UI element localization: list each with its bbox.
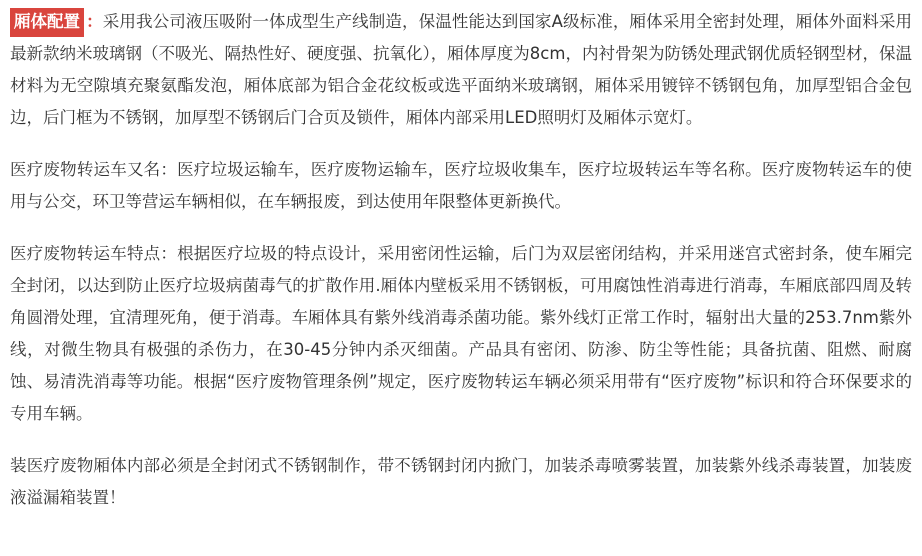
- paragraph-requirements: [10, 450, 912, 514]
- paragraph-features: [10, 238, 912, 430]
- paragraph-alias-text: 医疗废物转运车又名：医疗垃圾运输车，医疗废物运输车，医疗垃圾收集车，医疗垃圾转运车等名称。医疗废物转运车的使用与公交，环卫等营运车辆相似，在车辆报废，到达使用年限整体更新换代。: [10, 160, 912, 211]
- paragraph-configuration-text: 采用我公司液压吸附一体成型生产线制造，保温性能达到国家A级标准，厢体采用全密封处理，厢体外面料采用最新款纳米玻璃钢（不吸光、隔热性好、硬度强、抗氧化），厢体厚度为8cm，内衬骨架为防锈处理武钢优质轻钢型材，保温材料为无空隙填充聚氨酯发泡，厢体底部为铝合金花纹板或选平面纳米玻璃钢，厢体采用镀锌不锈钢包角，加厚型铝合金包边，后门框为不锈钢，加厚型不锈钢后门合页及锁件，厢体内部采用LED照明灯及厢体示宽灯。: [10, 12, 912, 127]
- section-heading-badge: 厢体配置: [10, 8, 84, 37]
- paragraph-configuration: [10, 6, 912, 134]
- paragraph-alias: [10, 154, 912, 218]
- paragraph-features-text: 医疗废物转运车特点：根据医疗垃圾的特点设计，采用密闭性运输，后门为双层密闭结构，并采用迷宫式密封条，使车厢完全封闭，以达到防止医疗垃圾病菌毒气的扩散作用.厢体内壁板采用不锈钢板，可用腐蚀性消毒进行消毒，车厢底部四周及转角圆滑处理，宜清理死角，便于消毒。车厢体具有紫外线消毒杀菌功能。紫外线灯正常工作时，辐射出大量的253.7nm紫外线，对微生物具有极强的杀伤力，在30-45分钟内杀灭细菌。产品具有密闭、防渗、防尘等性能；具备抗菌、阻燃、耐腐蚀、易清洗消毒等功能。根据“医疗废物管理条例”规定，医疗废物转运车辆必须采用带有“医疗废物”标识和符合环保要求的专用车辆。: [10, 244, 912, 423]
- section-heading-colon: ：: [86, 12, 103, 31]
- paragraph-requirements-text: 装医疗废物厢体内部必须是全封闭式不锈钢制作，带不锈钢封闭内掀门，加装杀毒喷雾装置，加装紫外线杀毒装置，加装废液溢漏箱装置！: [10, 456, 912, 507]
